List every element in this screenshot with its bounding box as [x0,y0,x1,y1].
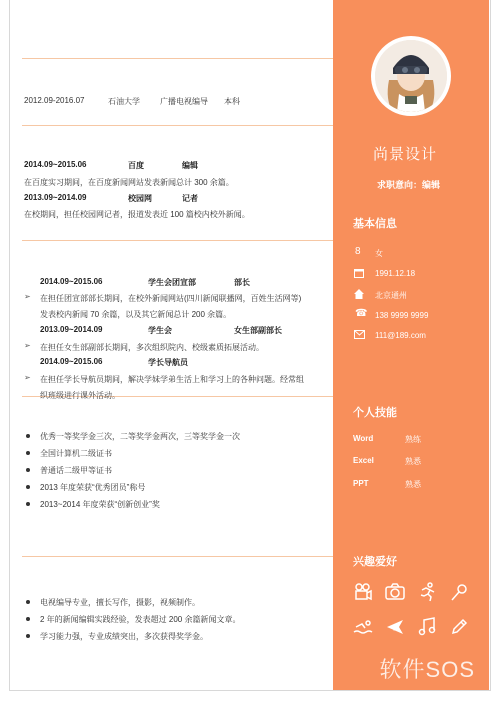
campus-period: 2014.09~2015.06 [40,357,103,366]
skill-name: Excel [353,456,374,465]
arrow-bullet-icon: ➢ [24,373,31,382]
calendar-icon [354,268,364,281]
work-role: 编辑 [182,161,198,170]
award-item: 2013~2014 年度荣获“创新创业”奖 [40,500,160,509]
pencil-icon [449,617,469,640]
basic-info-heading: 基本信息 [353,218,397,230]
campus-org: 学长导航员 [148,358,188,367]
sidebar [333,0,489,690]
main-column [10,0,333,690]
education-major: 广播电视编导 [160,97,208,106]
education-degree: 本科 [224,97,240,106]
campus-desc: 发表校内新闻 70 余篇，以及其它新闻总计 200 余篇。 [40,310,232,319]
bullet-dot-icon [26,468,30,472]
work-period: 2013.09~2014.09 [24,193,87,202]
award-item: 全国计算机二级证书 [40,449,112,458]
skill-name: Word [353,434,374,443]
divider [22,58,342,59]
location-value: 北京通州 [375,291,407,300]
work-org: 校园网 [128,194,152,203]
email-icon [354,330,365,342]
self-eval-item: 电视编导专业，擅长写作，摄影，视频制作。 [40,598,200,607]
bullet-dot-icon [26,502,30,506]
phone-icon: ☎ [355,308,368,319]
avatar-photo [375,40,447,112]
skill-name: PPT [353,479,369,488]
work-role: 记者 [182,194,198,203]
award-item: 普通话二级甲等证书 [40,466,112,475]
skill-level: 熟悉 [405,480,421,489]
bullet-dot-icon [26,434,30,438]
birthday-value: 1991.12.18 [375,269,416,278]
bullet-dot-icon [26,451,30,455]
campus-period: 2013.09~2014.09 [40,325,103,334]
skill-level: 熟练 [405,435,421,444]
arrow-bullet-icon: ➢ [24,341,31,350]
education-period: 2012.09-2016.07 [24,96,85,105]
bullet-dot-icon [26,485,30,489]
award-item: 优秀一等奖学金三次，二等奖学金两次，三等奖学金一次 [40,432,240,441]
self-eval-item: 2 年的新闻编辑实践经验，发表超过 200 余篇新闻文章。 [40,615,241,624]
arrow-bullet-icon: ➢ [24,292,31,301]
bullet-dot-icon [26,617,30,621]
film-camera-icon [353,582,373,605]
skills-heading: 个人技能 [353,407,397,419]
guitar-icon [449,582,469,605]
watermark-text: 软件SOS [379,657,475,682]
swimming-icon [353,617,373,640]
email-value: 111@189.com [375,331,426,340]
airplane-icon [385,617,405,640]
work-desc: 在校期间，担任校园网记者，报道发表近 100 篇校内校外新闻。 [24,210,250,219]
campus-desc: 织班级进行课外活动。 [40,391,120,400]
work-desc: 在百度实习期间，在百度新闻网站发表新闻总计 300 余篇。 [24,178,234,187]
gender-value: 女 [375,249,383,258]
phone-value: 138 9999 9999 [375,311,429,320]
skill-level: 熟悉 [405,457,421,466]
avatar [371,36,451,116]
camera-icon [385,582,405,605]
music-note-icon [417,617,437,640]
running-icon [417,582,437,605]
campus-desc: 在担任团宣部部长期间，在校外新闻网站(四川新闻联播网，百姓生活网等) [40,294,302,303]
campus-role: 部长 [234,278,250,287]
self-eval-item: 学习能力强，专业成绩突出，多次获得奖学金。 [40,632,208,641]
home-icon [354,289,364,302]
job-intent: 求职意向：编辑 [377,180,441,190]
education-school: 石油大学 [108,97,140,106]
work-period: 2014.09~2015.06 [24,160,87,169]
divider [22,125,342,126]
campus-desc: 在担任女生部副部长期间，多次组织院内、校级素质拓展活动。 [40,343,264,352]
divider [22,556,342,557]
bullet-dot-icon [26,600,30,604]
divider [22,240,342,241]
campus-role: 女生部副部长 [234,326,282,335]
campus-period: 2014.09~2015.06 [40,277,103,286]
award-item: 2013 年度荣获“优秀团员”称号 [40,483,146,492]
gender-icon: 8 [355,246,361,257]
person-name: 尚景设计 [373,146,438,163]
hobbies-heading: 兴趣爱好 [353,556,397,568]
campus-org: 学生会团宣部 [148,278,196,287]
campus-org: 学生会 [148,326,172,335]
campus-desc: 在担任学长导航员期间，解决学妹学弟生活上和学习上的各种问题。经常组 [40,375,304,384]
bullet-dot-icon [26,634,30,638]
work-org: 百度 [128,161,144,170]
